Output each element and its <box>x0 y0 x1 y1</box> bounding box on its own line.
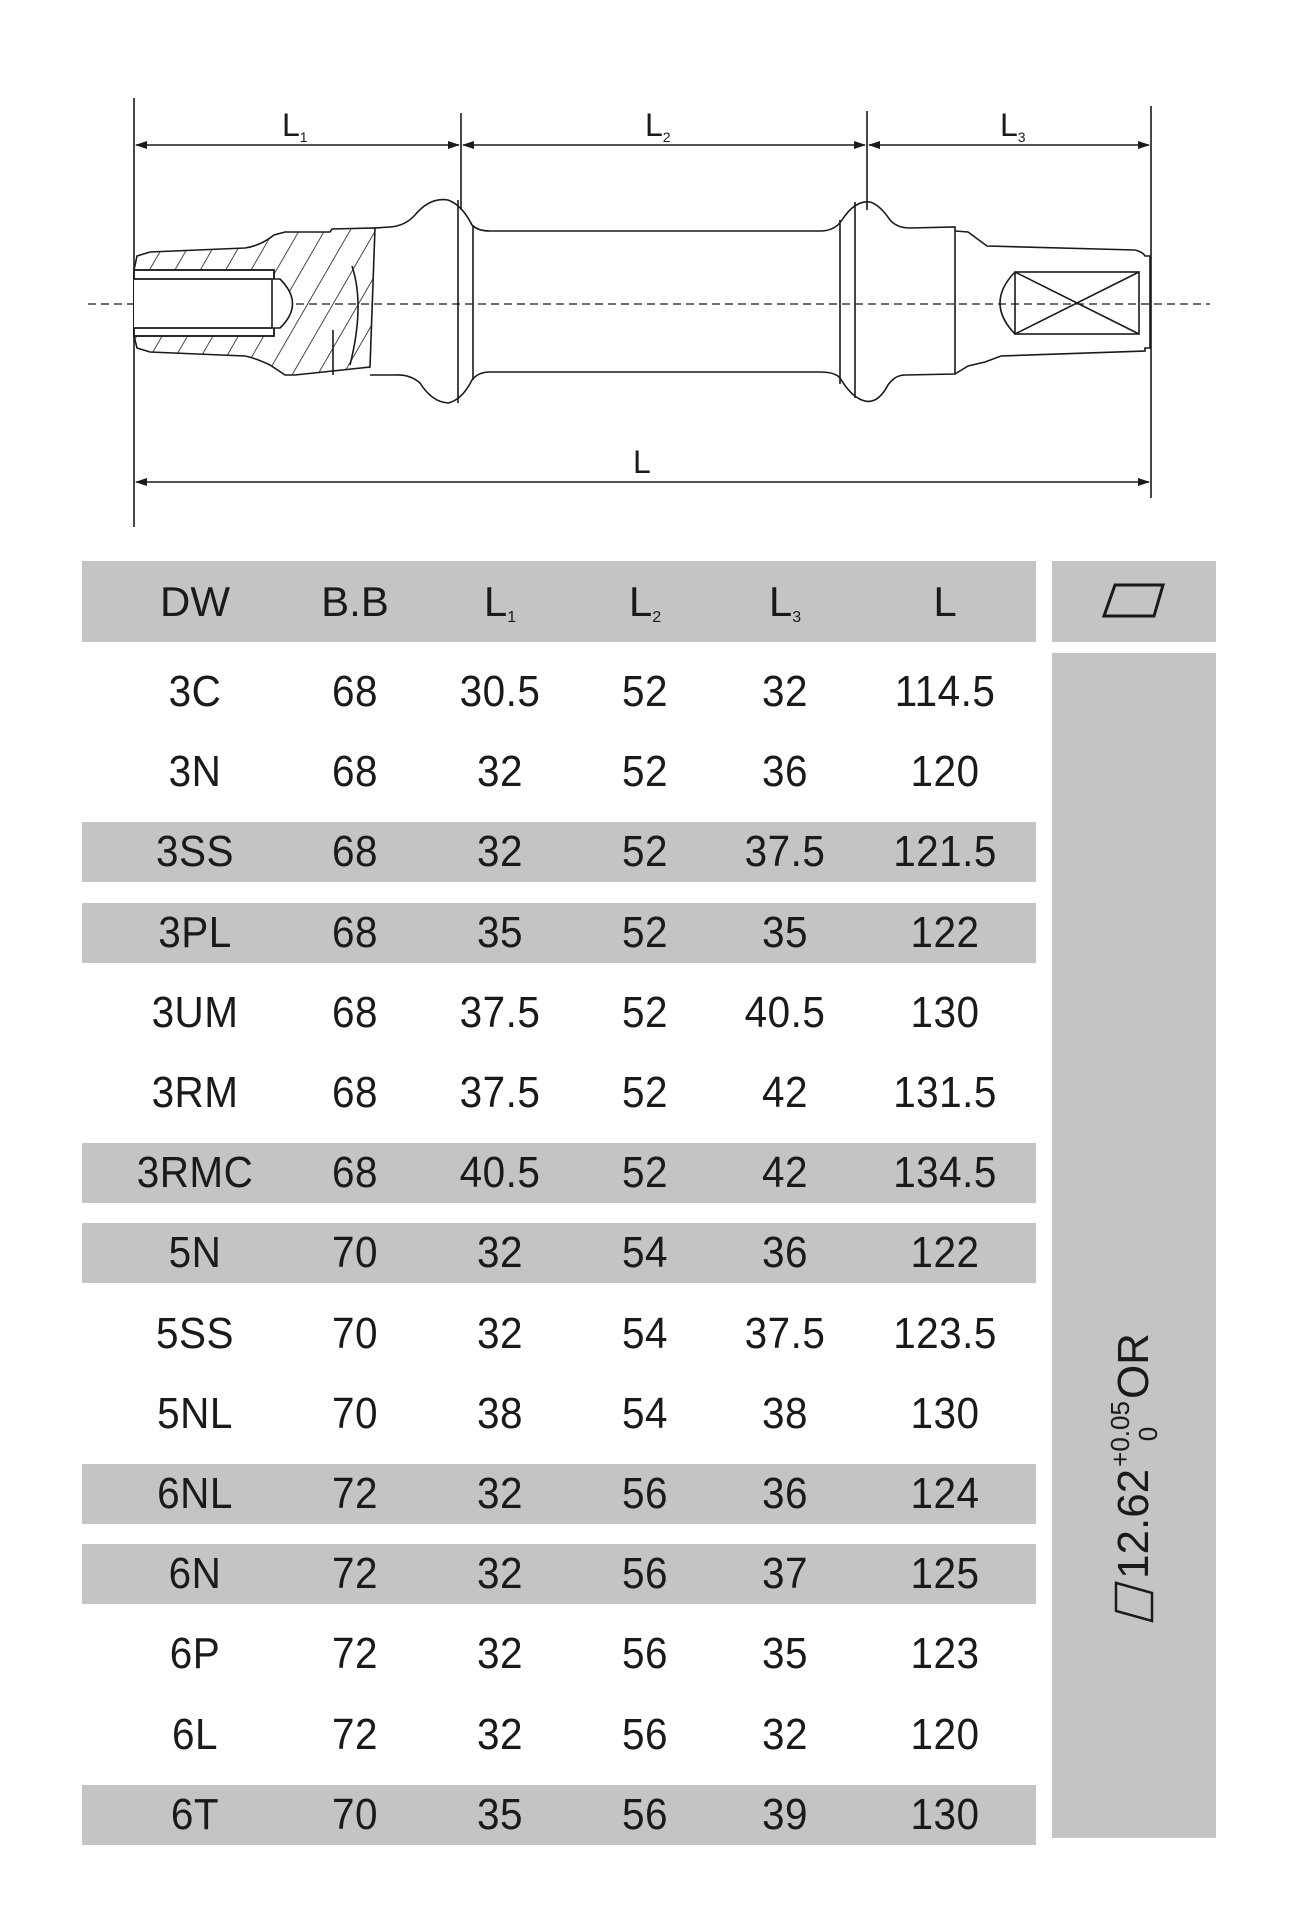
cell-l: 130 <box>910 1789 980 1839</box>
cell-l1: 38 <box>477 1388 523 1438</box>
taper-spec-value: 12.62 <box>1109 1468 1158 1579</box>
table-row <box>82 1304 1036 1364</box>
cell-dw: 3RMC <box>136 1148 254 1198</box>
cell-l1: 30.5 <box>459 667 541 716</box>
cell-l2: 56 <box>622 1629 668 1679</box>
cell-bb: 68 <box>332 827 378 877</box>
cell-l2: 52 <box>622 827 668 877</box>
cell-dw: 3RM <box>151 1068 239 1117</box>
cell-l: 131.5 <box>893 1068 997 1117</box>
cell-l2: 52 <box>622 1068 668 1117</box>
header-l2: $L_2$ <box>628 578 662 626</box>
cell-l3: 36 <box>762 1469 808 1518</box>
parallelogram-square-taper-icon <box>1112 1579 1156 1627</box>
cell-l: 130 <box>910 987 980 1037</box>
cell-bb: 70 <box>332 1308 378 1358</box>
dim-label-l2: L2 <box>645 107 671 145</box>
cell-l2: 52 <box>622 747 668 797</box>
cell-dw: 6T <box>170 1789 220 1839</box>
cell-bb: 68 <box>332 1148 378 1198</box>
cell-l3: 40.5 <box>744 987 826 1037</box>
cell-l1: 40.5 <box>459 1148 541 1198</box>
cell-l: 120 <box>910 747 980 797</box>
cell-dw: 3N <box>168 747 222 797</box>
cell-l: 124 <box>910 1469 980 1518</box>
cell-l: 122 <box>910 1228 980 1278</box>
cell-l2: 54 <box>622 1388 668 1438</box>
cell-l2: 52 <box>622 987 668 1037</box>
cell-bb: 72 <box>332 1549 378 1599</box>
cell-dw: 3SS <box>156 827 234 877</box>
table-row <box>82 1063 1036 1123</box>
table-row <box>82 1705 1036 1765</box>
cell-l1: 37.5 <box>459 1068 541 1117</box>
cell-l3: 35 <box>762 907 808 957</box>
cell-bb: 72 <box>332 1629 378 1679</box>
cell-bb: 70 <box>332 1228 378 1278</box>
cell-l3: 37.5 <box>744 827 826 877</box>
cell-l1: 32 <box>477 1469 523 1518</box>
cell-dw: 6N <box>168 1549 222 1599</box>
cell-l2: 56 <box>622 1549 668 1599</box>
table-row <box>82 822 1036 882</box>
cell-l3: 37.5 <box>744 1308 826 1358</box>
cell-bb: 72 <box>332 1469 378 1518</box>
cell-dw: 6L <box>172 1709 218 1759</box>
cell-dw: 3C <box>168 667 222 716</box>
table-row <box>82 903 1036 963</box>
cell-l: 125 <box>910 1549 980 1599</box>
table-row <box>82 1785 1036 1845</box>
cell-l1: 35 <box>477 1789 523 1839</box>
cell-bb: 68 <box>332 1068 378 1117</box>
cell-l2: 52 <box>622 907 668 957</box>
cell-l2: 54 <box>622 1308 668 1358</box>
table-row <box>82 1384 1036 1444</box>
cell-l: 123.5 <box>893 1308 997 1358</box>
table-header-icon-cell <box>1052 561 1216 642</box>
cell-l1: 37.5 <box>459 987 541 1037</box>
cell-bb: 68 <box>332 667 378 716</box>
cell-l2: 56 <box>622 1789 668 1839</box>
cell-bb: 68 <box>332 987 378 1037</box>
cell-dw: 6NL <box>157 1469 233 1518</box>
header-l3: $L_3$ <box>768 578 802 626</box>
cell-l3: 42 <box>762 1068 808 1117</box>
cell-bb: 72 <box>332 1709 378 1759</box>
taper-spec-label <box>1106 1333 1162 1627</box>
cell-bb: 68 <box>332 747 378 797</box>
cell-dw: 5N <box>168 1228 222 1278</box>
cell-dw: 5NL <box>157 1388 233 1438</box>
cell-dw: 5SS <box>156 1308 234 1358</box>
cell-l1: 32 <box>477 747 523 797</box>
cell-l1: 32 <box>477 827 523 877</box>
table-row <box>82 1143 1036 1203</box>
cell-l3: 36 <box>762 1228 808 1278</box>
header-l: L <box>933 578 957 625</box>
cell-l: 121.5 <box>893 827 997 877</box>
cell-l: 120 <box>910 1709 980 1759</box>
cell-l3: 32 <box>762 1709 808 1759</box>
cell-l2: 52 <box>622 1148 668 1198</box>
cell-l2: 52 <box>622 667 668 716</box>
header-dw: DW <box>160 578 230 625</box>
cell-l3: 37 <box>762 1549 808 1599</box>
cell-l3: 36 <box>762 747 808 797</box>
cell-l3: 39 <box>762 1789 808 1839</box>
cell-bb: 70 <box>332 1789 378 1839</box>
cell-l: 114.5 <box>894 667 996 716</box>
cell-dw: 3UM <box>151 987 239 1037</box>
taper-spec-tolerance: +0.05 0 <box>1105 1401 1163 1467</box>
dim-label-l: L <box>633 444 651 480</box>
cell-l3: 38 <box>762 1388 808 1438</box>
cell-l3: 35 <box>762 1629 808 1679</box>
header-l1: $L_1$ <box>483 578 517 626</box>
cell-l1: 32 <box>477 1709 523 1759</box>
cell-bb: 68 <box>332 907 378 957</box>
cell-l: 123 <box>910 1629 980 1679</box>
header-bb: B.B <box>321 578 389 625</box>
cell-l1: 35 <box>477 907 523 957</box>
spindle-drawing <box>0 0 1305 540</box>
table-row <box>82 1544 1036 1604</box>
parallelogram-square-taper-icon <box>1052 561 1216 642</box>
cell-l3: 42 <box>762 1148 808 1198</box>
table-row <box>82 1223 1036 1283</box>
taper-spec-column <box>1052 653 1216 1838</box>
table-row <box>82 983 1036 1043</box>
cell-l3: 32 <box>762 667 808 716</box>
taper-spec-suffix: OR <box>1109 1333 1158 1400</box>
table-row <box>82 1624 1036 1684</box>
table-row <box>82 662 1036 722</box>
dim-label-l3: L3 <box>1000 107 1026 145</box>
cell-l2: 56 <box>622 1709 668 1759</box>
cell-l: 130 <box>910 1388 980 1438</box>
cell-l1: 32 <box>477 1228 523 1278</box>
table-row <box>82 742 1036 802</box>
cell-l: 134.5 <box>893 1148 997 1198</box>
cell-bb: 70 <box>332 1388 378 1438</box>
cell-l: 122 <box>910 907 980 957</box>
table-row <box>82 1464 1036 1524</box>
cell-l1: 32 <box>477 1629 523 1679</box>
cell-dw: 3PL <box>158 907 232 957</box>
cell-l2: 56 <box>622 1469 668 1518</box>
cell-l2: 54 <box>622 1228 668 1278</box>
cell-l1: 32 <box>477 1308 523 1358</box>
cell-dw: 6P <box>169 1629 221 1679</box>
cell-l1: 32 <box>477 1549 523 1599</box>
dim-label-l1: L1 <box>282 107 308 145</box>
